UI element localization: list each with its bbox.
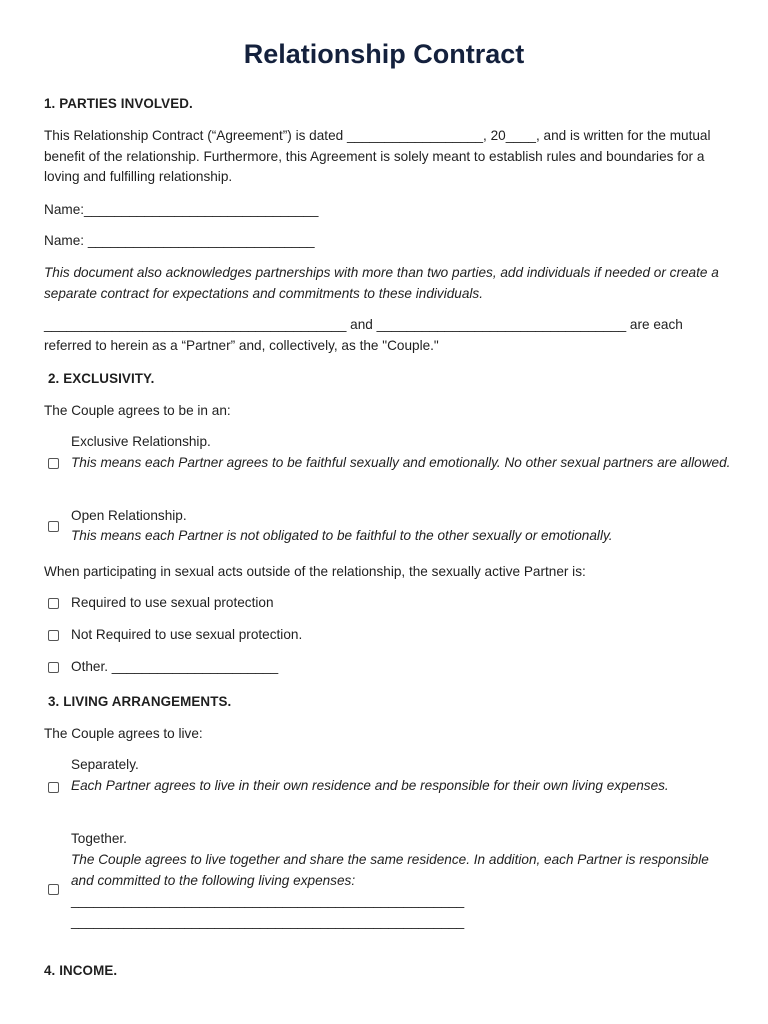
section-3-heading: 3. LIVING ARRANGEMENTS. [48, 694, 232, 709]
together-checkbox[interactable] [48, 884, 59, 895]
separately-description: Each Partner agrees to live in their own residence and be responsible for their own living expenses. [71, 778, 669, 793]
not-required-protection-checkbox[interactable] [48, 630, 59, 641]
living-lead: The Couple agrees to live: [44, 726, 203, 741]
open-checkbox[interactable] [48, 521, 59, 532]
exclusive-label: Exclusive Relationship. [71, 434, 211, 449]
separately-label: Separately. [71, 757, 139, 772]
document-title: Relationship Contract [243, 39, 525, 69]
exclusive-description: This means each Partner agrees to be faithful sexually and emotionally. No other sexual partners are allowed. [71, 455, 731, 470]
section-1-intro: This Relationship Contract (“Agreement”) is dated __________________, 20____, and is written for the mutual benefit of the relationship. Furthermore, this Agreement is solely meant to establish rules and boundaries for a loving and fulfilling relationship. [44, 128, 711, 185]
exclusivity-lead: The Couple agrees to be in an: [44, 403, 231, 418]
partnership-note: This document also acknowledges partnerships with more than two parties, add individuals if needed or create a separate contract for expectations and commitments to these individuals. [44, 265, 719, 301]
section-4-heading: 4. INCOME. [44, 963, 118, 978]
required-protection-checkbox[interactable] [48, 598, 59, 609]
together-description: The Couple agrees to live together and share the same residence. In addition, each Partner is responsible and committed to the following living expenses: [71, 852, 709, 888]
living-expenses-line-2[interactable]: ____________________________________________________ [71, 914, 465, 929]
outside-relationship-lead: When participating in sexual acts outside of the relationship, the sexually active Partner is: [44, 564, 586, 579]
together-label: Together. [71, 831, 127, 846]
living-expenses-line-1[interactable]: ____________________________________________________ [71, 893, 465, 908]
required-protection-label: Required to use sexual protection [71, 595, 274, 610]
couple-definition: ________________________________________ and _________________________________ are each referred to herein as a “Partner” and, collectively, as the "Couple." [44, 317, 683, 353]
exclusive-checkbox[interactable] [48, 458, 59, 469]
not-required-protection-label: Not Required to use sexual protection. [71, 627, 303, 642]
open-description: This means each Partner is not obligated to be faithful to the other sexually or emotionally. [71, 528, 613, 543]
separately-checkbox[interactable] [48, 782, 59, 793]
other-label: Other. ______________________ [71, 659, 279, 674]
section-1-heading: 1. PARTIES INVOLVED. [44, 96, 193, 111]
section-2-heading: 2. EXCLUSIVITY. [48, 371, 155, 386]
open-label: Open Relationship. [71, 508, 187, 523]
name-line-1[interactable]: Name:_______________________________ [44, 202, 319, 217]
name-line-2[interactable]: Name: ______________________________ [44, 233, 315, 248]
other-checkbox[interactable] [48, 662, 59, 673]
